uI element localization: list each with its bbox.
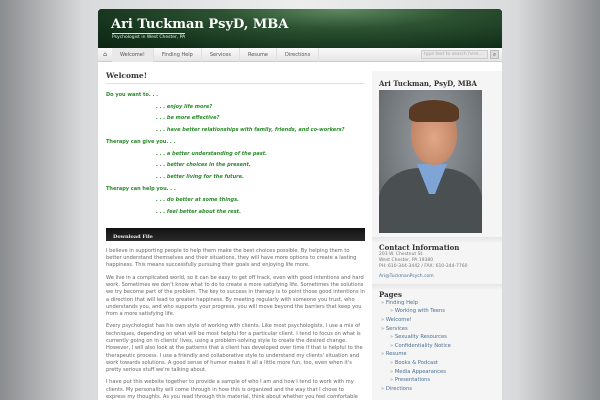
paragraph: I have put this website together to provide a sample of who I am and how I tend to work with my clients. My personality will come through in how this is organized and the way that I chose to express my thoughts. As you read through this material, think about whether you feel comfortable [106, 379, 358, 400]
page-link[interactable]: » Confidentiality Notice [381, 342, 502, 351]
contact-email-link[interactable]: Ari@TuckmanPsych.com [379, 273, 434, 279]
nav-items [112, 48, 319, 62]
page-link[interactable]: » Working with Teens [381, 307, 502, 316]
page-link[interactable]: » Welcome! [381, 316, 502, 325]
question-line: Therapy can help you. . . [106, 185, 176, 192]
site-title[interactable]: Ari Tuckman PsyD, MBA [111, 17, 289, 32]
home-icon[interactable]: ⌂ [103, 51, 107, 58]
profile-title: Ari Tuckman, PsyD, MBA [379, 79, 477, 88]
profile-photo [379, 90, 482, 233]
main-content [106, 71, 365, 400]
question-line: . . . better choices in the present. [156, 162, 251, 169]
contact-title: Contact Information [379, 243, 460, 252]
search-input[interactable]: type text to search here... [421, 50, 488, 59]
nav-item[interactable]: Directions [277, 48, 319, 62]
page-link[interactable]: » Finding Help [381, 299, 502, 308]
page-wrapper [98, 9, 502, 400]
page-link[interactable]: » Services [381, 325, 502, 334]
download-file-bar[interactable]: Download File [106, 228, 365, 241]
contact-address1: 203 W. Chestnut St. [379, 252, 424, 257]
question-line: Therapy can give you. . . [106, 138, 176, 145]
pages-title: Pages [379, 289, 402, 299]
nav-item[interactable]: Resume [240, 48, 277, 62]
question-line: . . . be more effective? [156, 115, 220, 122]
page-title: Welcome! [106, 71, 365, 84]
page-link[interactable]: » Directions [381, 385, 502, 394]
paragraph: Every psychologist has his own style of working with clients. Like most psychologists, I use a mix of techniques, depending on what will be most helpful for a particular client. I tend to focus on what is currently going on in clients' lives, using a problem-solving style to create the desired change. However, I will also look at the patterns that a client has developed over time if that is helpful to the therapeutic process. I use a friendly and collaborative style to understand my clients' situation and work towards solutions. A good sense of humor makes it all a little more fun, too, even when it's pretty serious stuff we're talking about. [106, 323, 363, 374]
paragraph: I believe in supporting people to help them make the best choices possible. By helping them to better understand themselves and their situations, they will have more options to create a lasting happiness. This means successfully pursuing their goals and enjoying life more. [106, 247, 357, 269]
question-line: . . . feel better about the rest. [156, 209, 241, 216]
pages-list [372, 299, 502, 394]
nav-item[interactable]: Finding Help [154, 48, 202, 62]
search-icon[interactable]: ⌕ [490, 50, 499, 59]
contact-address2: West Chester, PA 19380 [379, 258, 434, 264]
contact-phone: PH: 610-344-3442 / FAX: 610-344-7760 [379, 264, 468, 270]
question-line: . . . do better at some things. [156, 197, 239, 204]
site-header [98, 9, 502, 48]
paragraph: We live in a complicated world, so it can be easy to get off track, even with good intentions and hard work. Sometimes we don't know what to do to create a more satisfying life. Sometimes the solutions we try become part of the problem. The key to success in therapy is to point those good intentions in a direction that will lead to greater happiness. By meeting regularly with someone you trust, who understands you, and who supports your progress, you will move beyond the barriers that keep you from a more satisfying life. [106, 274, 365, 318]
question-line: . . . better living for the future. [156, 173, 244, 180]
body-text [106, 248, 365, 400]
nav-item[interactable]: Services [202, 48, 240, 62]
nav-item[interactable]: Welcome! [112, 48, 154, 62]
page-link[interactable]: » Media Appearances [381, 368, 502, 377]
page-link[interactable]: » Presentations [381, 376, 502, 385]
main-nav [98, 48, 502, 62]
page-link[interactable]: » Resume [381, 350, 502, 359]
sidebar [372, 71, 502, 400]
page-link[interactable]: » Books & Podcast [381, 359, 502, 368]
question-line: . . . enjoy life more? [156, 103, 213, 110]
intro-questions [106, 90, 365, 219]
question-line: . . . a better understanding of the past. [156, 150, 268, 157]
page-link[interactable]: » Sexuality Resources [381, 333, 502, 342]
question-line: Do you want to. . . [106, 92, 159, 98]
question-line: . . . have better relationships with family, friends, and co-workers? [156, 127, 345, 134]
site-tagline: Psychologist in West Chester, PA [112, 35, 186, 40]
